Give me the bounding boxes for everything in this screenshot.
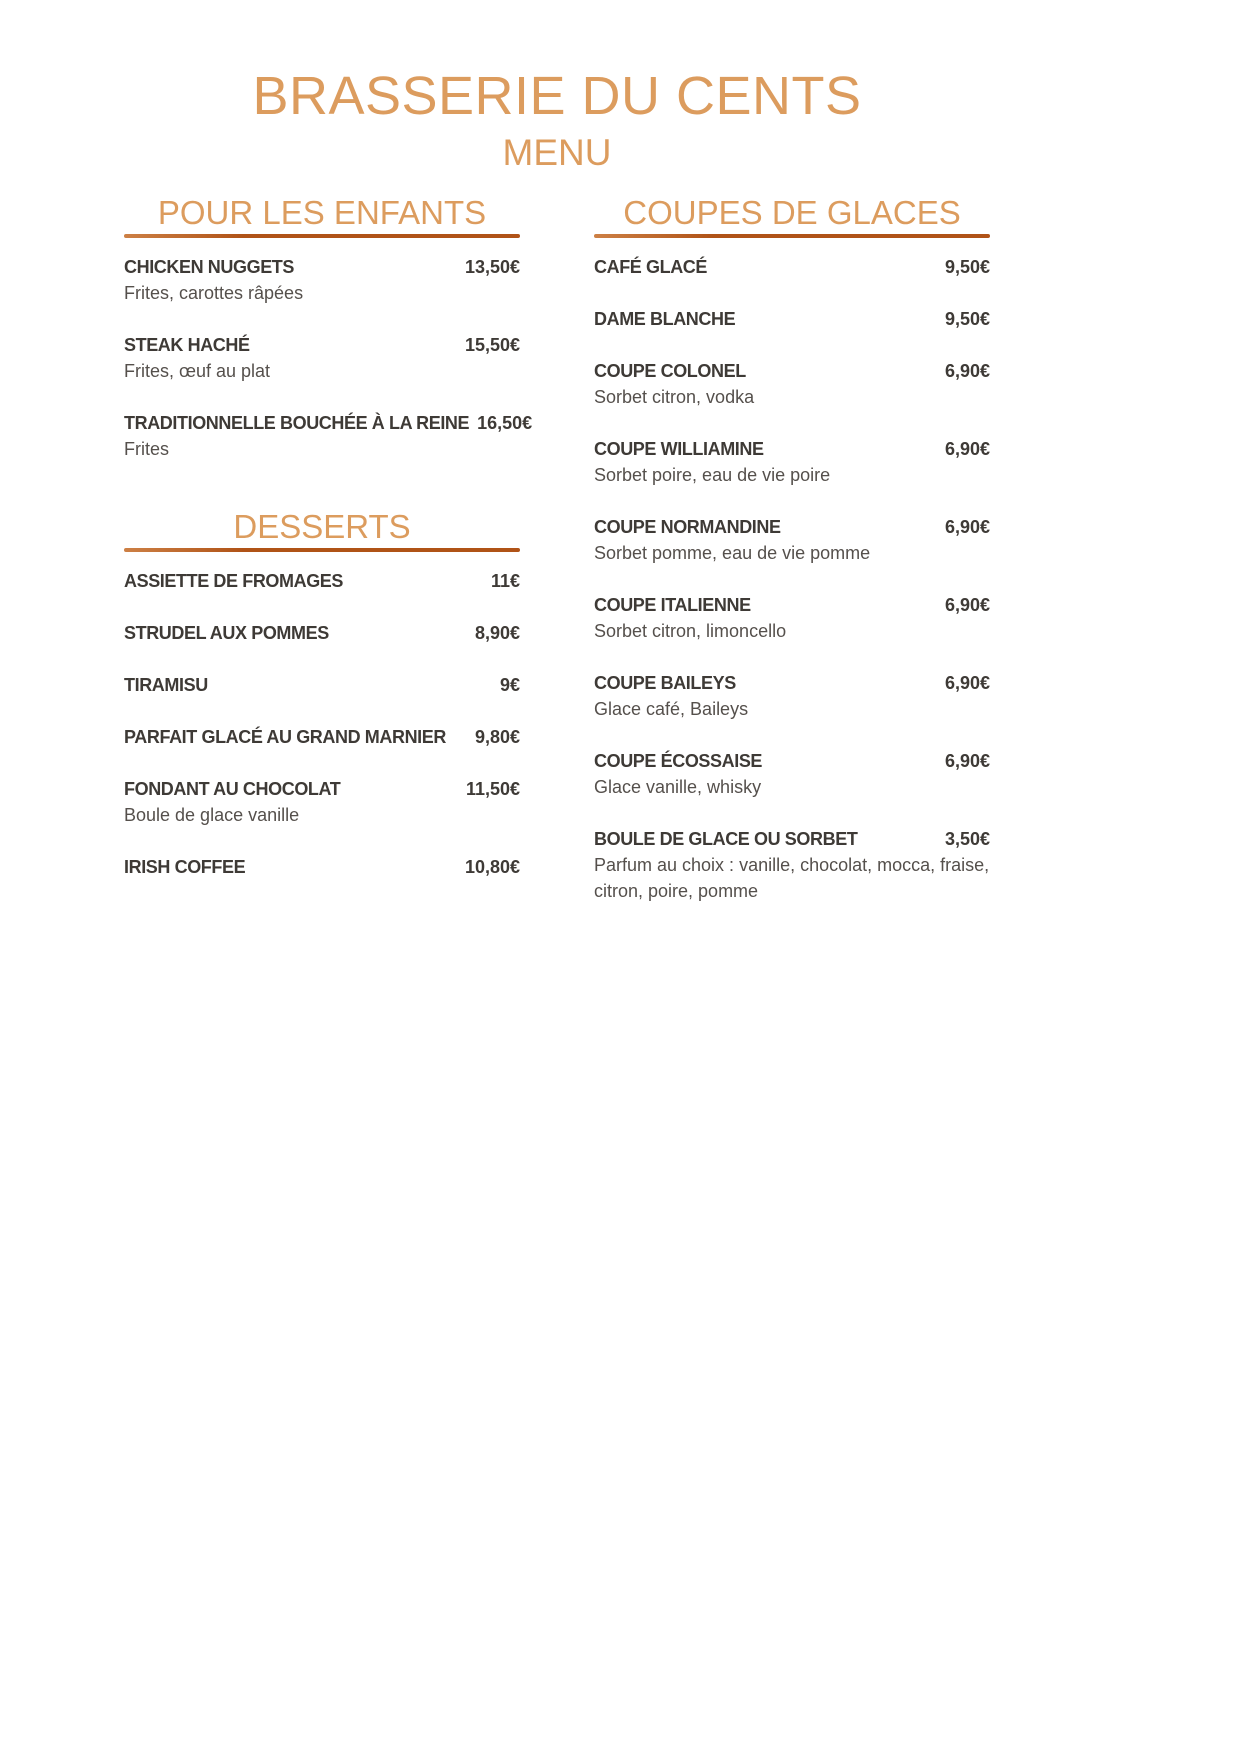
item-row [124, 724, 520, 750]
menu-item [594, 748, 990, 800]
menu-item [124, 776, 520, 828]
item-name: TIRAMISU [124, 675, 208, 696]
item-name: COUPE BAILEYS [594, 673, 736, 694]
right-column [594, 194, 990, 930]
section-underline [124, 548, 520, 552]
item-row [124, 254, 520, 280]
item-name: COUPE ÉCOSSAISE [594, 751, 763, 772]
menu-item [594, 592, 990, 644]
menu-section [124, 194, 533, 462]
menu-item [124, 672, 520, 698]
section-title: DESSERTS [233, 508, 411, 546]
menu-item [124, 332, 520, 384]
left-column [124, 194, 533, 906]
item-price: 6,90€ [944, 751, 990, 772]
item-name: COUPE ITALIENNE [594, 595, 751, 616]
item-price: 11€ [490, 571, 520, 592]
item-name: STRUDEL AUX POMMES [124, 623, 329, 644]
menu-item [124, 620, 520, 646]
menu-item [124, 410, 533, 462]
item-name: COUPE COLONEL [594, 361, 746, 382]
menu-item [594, 826, 990, 904]
menu-item [594, 306, 990, 332]
menu-section [594, 194, 990, 904]
item-price: 6,90€ [944, 673, 990, 694]
item-row [594, 254, 990, 280]
item-price: 8,90€ [474, 623, 520, 644]
item-description: Sorbet poire, eau de vie poire [594, 465, 831, 486]
item-row [594, 826, 990, 852]
item-name: TRADITIONNELLE BOUCHÉE À LA REINE [124, 413, 470, 434]
item-description: Parfum au choix : vanille, chocolat, mocca, fraise, citron, poire, pomme [594, 855, 990, 902]
item-row [594, 592, 990, 618]
menu-section [124, 508, 520, 880]
item-row [594, 436, 990, 462]
item-price: 11,50€ [465, 779, 520, 800]
item-price: 6,90€ [944, 517, 990, 538]
item-name: COUPE NORMANDINE [594, 517, 781, 538]
item-name: CAFÉ GLACÉ [594, 257, 708, 278]
item-description: Boule de glace vanille [124, 805, 300, 826]
menu-item [594, 358, 990, 410]
item-name: IRISH COFFEE [124, 857, 246, 878]
item-price: 6,90€ [944, 361, 990, 382]
item-name: COUPE WILLIAMINE [594, 439, 764, 460]
item-price: 6,90€ [944, 595, 990, 616]
menu-item [594, 670, 990, 722]
menu-item [124, 854, 520, 880]
item-name: STEAK HACHÉ [124, 335, 250, 356]
item-row [594, 306, 990, 332]
item-name: CHICKEN NUGGETS [124, 257, 295, 278]
item-name: DAME BLANCHE [594, 309, 736, 330]
item-name: FONDANT AU CHOCOLAT [124, 779, 341, 800]
menu-item [124, 254, 520, 306]
item-row [124, 568, 520, 594]
item-price: 3,50€ [944, 829, 990, 850]
menu-columns [124, 194, 990, 930]
restaurant-title: BRASSERIE DU CENTS [252, 66, 862, 126]
item-price: 9,50€ [944, 257, 990, 278]
item-price: 9,50€ [944, 309, 990, 330]
item-price: 6,90€ [944, 439, 990, 460]
item-row [594, 514, 990, 540]
item-price: 10,80€ [464, 857, 520, 878]
item-row [124, 854, 520, 880]
menu-item [594, 514, 990, 566]
menu-item [124, 724, 520, 750]
item-description: Sorbet pomme, eau de vie pomme [594, 543, 871, 564]
item-description: Frites, carottes râpées [124, 283, 304, 304]
item-price: 13,50€ [464, 257, 520, 278]
item-row [124, 332, 520, 358]
item-price: 9€ [499, 675, 520, 696]
section-title: POUR LES ENFANTS [157, 194, 487, 232]
menu-subtitle: MENU [502, 132, 612, 174]
item-row [594, 748, 990, 774]
menu-item [124, 568, 520, 594]
menu-item [594, 254, 990, 280]
section-underline [594, 234, 990, 238]
item-description: Frites, œuf au plat [124, 361, 271, 382]
item-description: Glace café, Baileys [594, 699, 749, 720]
item-description: Sorbet citron, limoncello [594, 621, 787, 642]
section-underline [124, 234, 520, 238]
item-row [594, 670, 990, 696]
item-price: 15,50€ [464, 335, 520, 356]
item-row [124, 776, 520, 802]
item-price: 16,50€ [477, 413, 533, 434]
item-name: PARFAIT GLACÉ AU GRAND MARNIER [124, 727, 446, 748]
item-row [594, 358, 990, 384]
item-description: Frites [124, 439, 169, 460]
section-title: COUPES DE GLACES [623, 194, 961, 232]
item-row [124, 620, 520, 646]
item-name: BOULE DE GLACE OU SORBET [594, 829, 858, 850]
item-row [124, 672, 520, 698]
item-description: Glace vanille, whisky [594, 777, 762, 798]
item-description: Sorbet citron, vodka [594, 387, 755, 408]
item-row [124, 410, 533, 436]
item-price: 9,80€ [474, 727, 520, 748]
item-name: ASSIETTE DE FROMAGES [124, 571, 344, 592]
menu-item [594, 436, 990, 488]
